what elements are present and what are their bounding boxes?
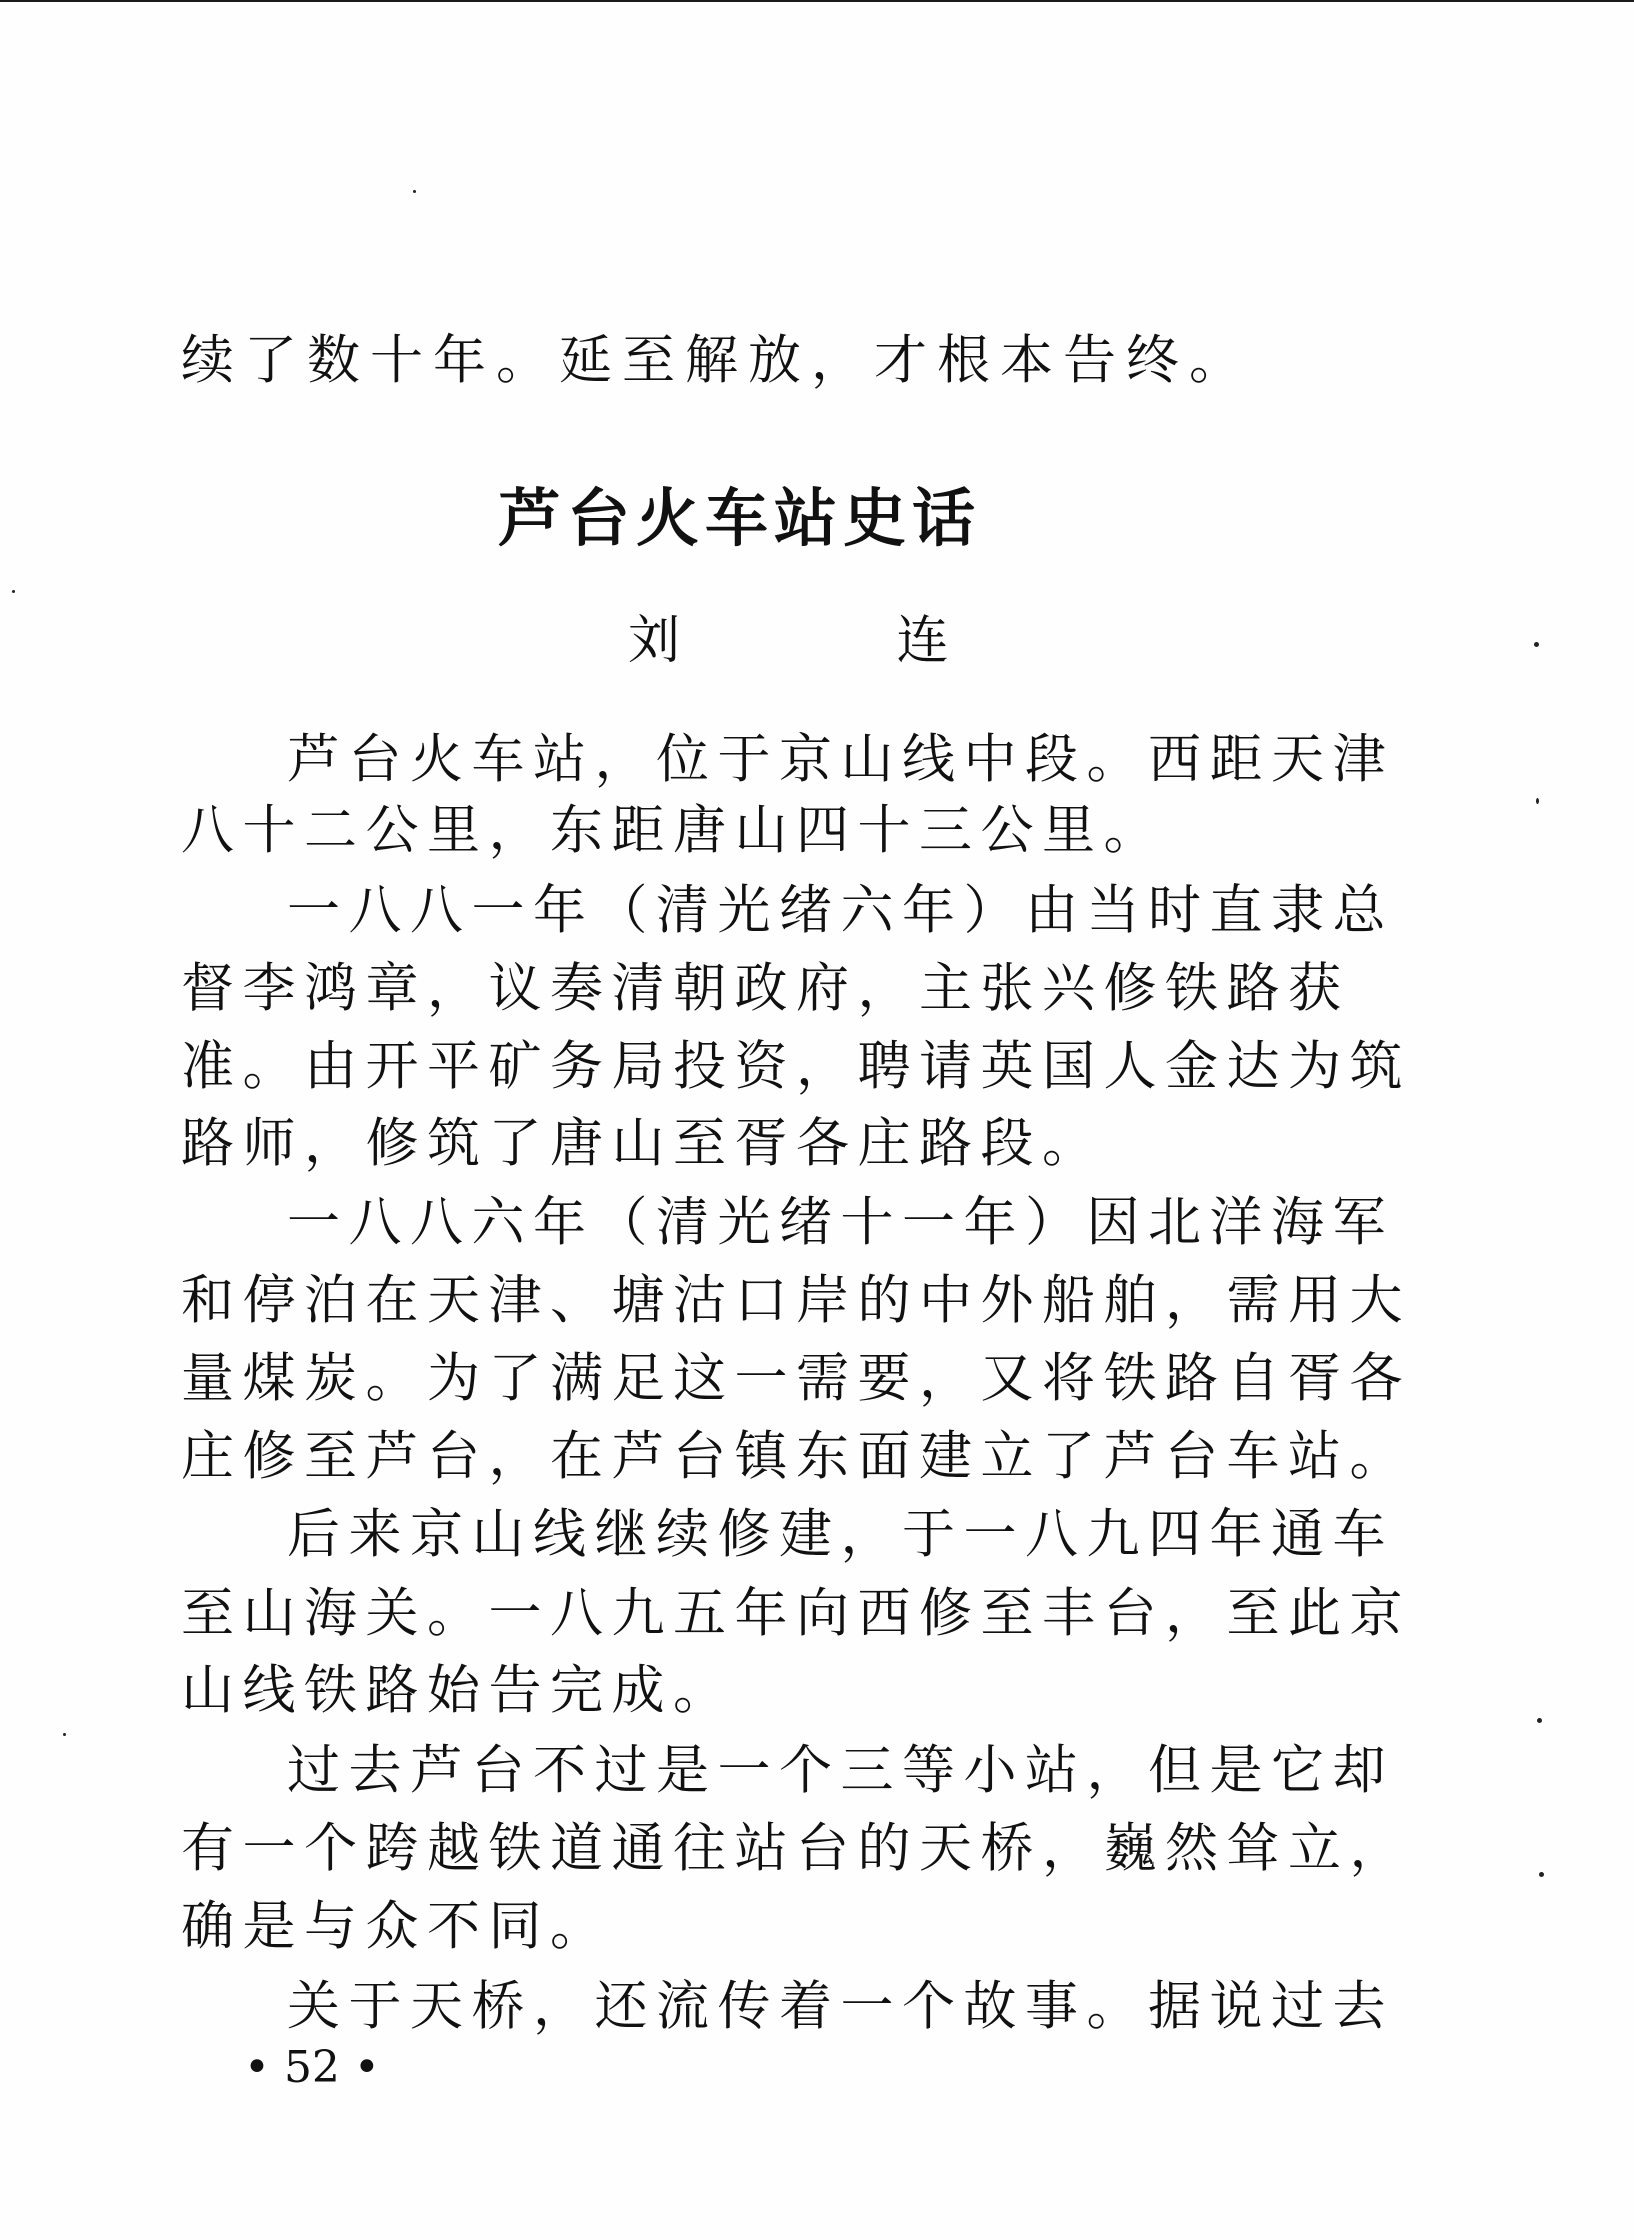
body-line: 和停泊在天津、塘沽口岸的中外船舶，需用大 — [181, 1270, 1411, 1331]
article-title: 芦台火车站史话 — [498, 482, 981, 555]
scan-speck — [63, 1733, 66, 1736]
scan-speck — [1534, 642, 1539, 647]
body-line: 一八八一年（清光绪六年）由当时直隶总 — [287, 880, 1394, 941]
page-number: • 52 • — [244, 2042, 380, 2093]
body-line: 确是与众不同。 — [181, 1896, 612, 1957]
scan-speck — [12, 590, 15, 593]
body-line: 路师，修筑了唐山至胥各庄路段。 — [181, 1113, 1104, 1174]
body-line: 关于天桥，还流传着一个故事。据说过去 — [287, 1976, 1394, 2037]
article-author: 刘 连 — [628, 611, 1049, 671]
continued-text-line: 续了数十年。延至解放，才根本告终。 — [181, 330, 1252, 391]
body-line: 有一个跨越铁道通往站台的天桥，巍然耸立， — [181, 1818, 1411, 1879]
body-line: 庄修至芦台，在芦台镇东面建立了芦台车站。 — [181, 1426, 1411, 1487]
scan-speck — [1539, 1872, 1544, 1877]
scan-speck — [1537, 1718, 1542, 1723]
body-line: 至山海关。一八九五年向西修至丰台，至此京 — [181, 1583, 1411, 1644]
scan-speck — [413, 190, 416, 193]
body-line: 芦台火车站，位于京山线中段。西距天津 — [287, 729, 1394, 790]
body-line: 后来京山线继续修建，于一八九四年通车 — [287, 1504, 1394, 1565]
body-line: 八十二公里，东距唐山四十三公里。 — [181, 800, 1165, 861]
body-line: 量煤炭。为了满足这一需要，又将铁路自胥各 — [181, 1348, 1411, 1409]
body-line: 山线铁路始告完成。 — [181, 1660, 735, 1721]
top-border-line — [0, 0, 1634, 6]
body-line: 督李鸿章，议奏清朝政府，主张兴修铁路获 — [181, 958, 1350, 1019]
body-line: 一八八六年（清光绪十一年）因北洋海军 — [287, 1192, 1394, 1253]
body-line: 准。由开平矿务局投资，聘请英国人金达为筑 — [181, 1036, 1411, 1097]
body-line: 过去芦台不过是一个三等小站，但是它却 — [287, 1740, 1394, 1801]
scan-speck — [1536, 798, 1539, 804]
